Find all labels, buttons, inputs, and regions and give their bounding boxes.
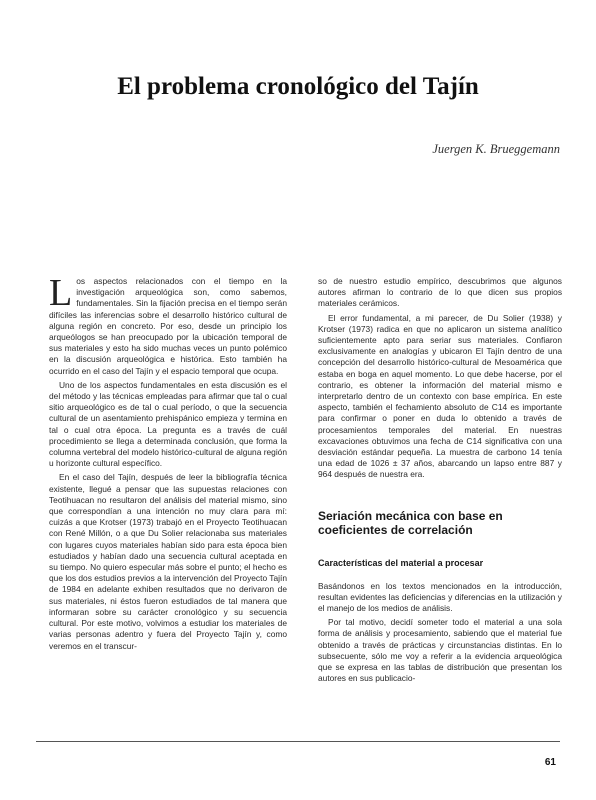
article-author: Juergen K. Brueggemann [432,142,560,156]
footer-rule [36,741,560,742]
paragraph-6: Basándonos en los textos mencionados en la introducción, resultan evidentes las deficiencias y diferencias en la utilización y el manejo de los medios de análisis. [318,580,562,614]
section-heading: Seriación mecánica con base en coeficientes de correlación [318,508,503,537]
paragraph-5: El error fundamental, a mi parecer, de Du Solier (1938) y Krotser (1973) radica en que no aplicaron un sistema analítico suficientemente apto para seriar sus materiales. Confiaron exclusivamente en analogías y ubicaron El Tajín dentro de una concepción del desarrollo histórico-cultural de Mesoamérica que estaba en boga en aquel momento. Lo que debe hacerse, por el contrario, es obtener la información del material mismo e interpretarlo dentro de un contexto con base empírica. En este aspecto, también el fechamiento absoluto de C14 es importante para confirmar o poner en duda lo obtenido a través de procesamientos temporales del material. En nuestras excavaciones obtuvimos una fecha de C14 significativa con una desviación estándar pequeña. La muestra de carbono 14 tenía una edad de 1026 ± 37 años, abarcando un lapso entre 887 y 964 después de nuestra era. [318,312,562,480]
article-title: El problema cronológico del Tajín [117,73,479,100]
page-number: 61 [544,757,556,768]
right-column [318,276,562,687]
paragraph-7: Por tal motivo, decidí someter todo el material a una sola forma de análisis y procesamiento, sabiendo que el material fue obtenido a través de prácticas y circunstancias distintas. En lo subsecuente, sólo me voy a referir a la evidencia arqueológica que se expresa en las tablas de distribución que presentan los autores en sus publicacio- [318,617,562,684]
drop-cap: L [49,272,73,314]
paragraph-1-text: os aspectos relacionados con el tiempo en la investigación arqueológica son, como sabemos, fundamentales. Sin la fijación precisa en el tiempo serán difíciles las inferencias sobre el desarrollo histórico cultural de alguna región en concreto. Por eso, desde un principio los arqueólogos se han preocupado por la ubicación temporal de sus materiales y esto ha sido muchas veces un punto polémico en la discusión arqueológica e histórica. Esto también ha ocurrido en el caso del Tajín y el espacio temporal que ocupa. [49,276,287,376]
subsection-heading: Características del material a procesar [318,557,484,568]
left-column [49,272,287,655]
paragraph-3: En el caso del Tajín, después de leer la bibliografía técnica existente, llegué a pensar que las supuestas relaciones con Teotihuacan no resultaron del análisis del material mismo, sino que correspondían a una intención no muy clara para mí: cuizás a que Krotser (1973) trabajó en el Proyecto Teotihuacan con René Millón, o a que Du Solier relacionaba sus materiales con lugares cuyos materiales habían sido para esta época bien estudiados y habían dado una secuencia cultural aceptada en su tiempo. No quiero especular más sobre el punto; el hecho es que los dos estudios previos a la intervención del Proyecto Tajín de 1984 en adelante exhiben resultados que no derivaron de sus materiales, ni éstos fueron estudiados de tal manera que informaran sobre su carácter cronológico y su secuencia cultural. Por este motivo, volvimos a estudiar los materiales de varias personas adentro y fuera del Proyecto Tajín y, como veremos en el transcur- [49,472,287,651]
paragraph-2: Uno de los aspectos fundamentales en esta discusión es el del método y las técnicas empleadas para afirmar que tal o cual sitio arqueológico es de tal o cual período, o que la secuencia cultural de un asentamiento prehispánico empieza y termina en tal o cual otra época. La pregunta es a través de cuál procedimiento se llega a determinada conclusión, que forma la columna vertebral del modelo histórico-cultural de alguna región u horizonte cultural específico. [49,379,287,469]
paragraph-4: so de nuestro estudio empírico, descubrimos que algunos autores afirman lo contrario de lo que dicen sus propios materiales cerámicos. [318,276,562,309]
paragraph-1 [49,272,287,377]
